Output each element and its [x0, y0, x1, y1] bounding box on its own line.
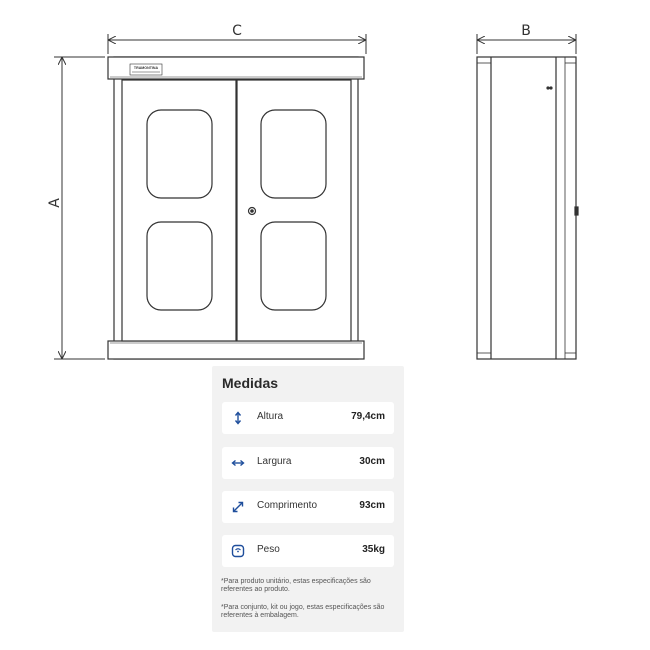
- note-kit: *Para conjunto, kit ou jogo, estas especificações são referentes à embalagem.: [221, 604, 385, 619]
- dimension-c: [108, 23, 366, 54]
- dimension-a-label: A: [47, 198, 63, 208]
- dimension-a: [47, 57, 105, 359]
- note-product: *Para produto unitário, estas especificações são referentes ao produto.: [221, 578, 371, 593]
- measure-label: Comprimento: [257, 500, 318, 511]
- brand-badge: [130, 64, 162, 75]
- svg-text:TRAMONTINA: TRAMONTINA: [133, 66, 159, 70]
- cabinet-base: [108, 341, 364, 359]
- scale-icon: [231, 544, 245, 558]
- measure-label: Largura: [257, 456, 292, 467]
- measure-value: 93cm: [359, 500, 385, 511]
- cabinet-side-view: [477, 57, 578, 359]
- right-door: [237, 80, 351, 341]
- horizontal-arrows-icon: [231, 456, 245, 470]
- side-hinge-mark: [547, 87, 549, 89]
- side-latch: [575, 207, 578, 215]
- measure-value: 35kg: [362, 544, 385, 555]
- measure-label: Peso: [257, 544, 280, 555]
- measures-title: Medidas: [222, 375, 279, 391]
- measure-value: 30cm: [359, 456, 385, 467]
- side-outer: [477, 57, 576, 359]
- dimension-b-label: B: [521, 23, 531, 39]
- measure-row-comprimento: [222, 491, 394, 523]
- diagonal-arrows-icon: [231, 500, 245, 514]
- measure-label: Altura: [257, 411, 284, 422]
- measure-row-peso: [222, 535, 394, 567]
- measure-row-largura: [222, 447, 394, 479]
- measure-row-altura: [222, 402, 394, 434]
- cabinet-front-view: [108, 57, 364, 359]
- dimension-b: [477, 23, 576, 54]
- vertical-arrows-icon: [231, 411, 245, 425]
- left-door: [122, 80, 236, 341]
- measure-value: 79,4cm: [351, 411, 385, 422]
- dimension-c-label: C: [232, 23, 242, 39]
- measures-panel: [212, 366, 404, 632]
